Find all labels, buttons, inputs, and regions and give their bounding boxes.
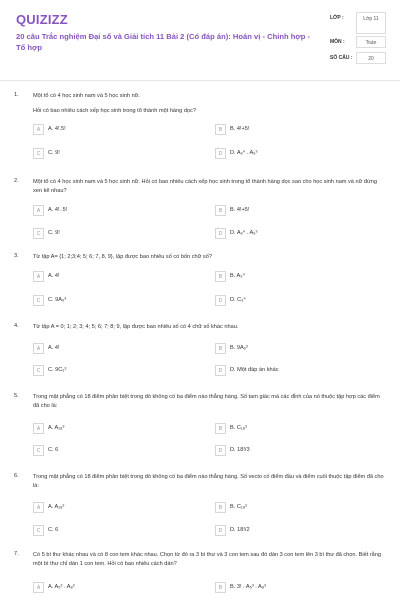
option-c[interactable] <box>33 295 193 306</box>
option-a[interactable] <box>33 205 193 216</box>
option-text: B. C₁₈³ <box>230 425 247 431</box>
question-text <box>33 92 385 115</box>
option-letter: A <box>33 205 44 216</box>
option-c[interactable] <box>33 525 193 536</box>
option-text: B. 4!+5! <box>230 207 250 213</box>
option-b[interactable] <box>215 271 375 282</box>
option-letter: B <box>215 582 226 593</box>
meta-count-value: 20 <box>356 52 386 64</box>
option-b[interactable] <box>215 124 375 135</box>
question-line: Trong mặt phẳng có 18 điểm phân biệt trong đó không có ba điểm nào thẳng hàng. Số vecto có điểm đầu và điểm cuối thuộc tập điểm đã cho là: <box>33 474 384 489</box>
option-text: C. 6 <box>48 527 59 533</box>
option-text: C. 9! <box>48 150 60 156</box>
question-text <box>33 473 385 490</box>
option-d[interactable] <box>215 228 375 239</box>
question-text <box>33 253 385 262</box>
option-text: A. 4!.5! <box>48 126 66 132</box>
question-line: Một tổ có 4 học sinh nam và 5 học sinh nữ. <box>33 93 140 99</box>
question-text <box>33 393 385 410</box>
option-c[interactable] <box>33 148 193 159</box>
option-text: B. C₁₈² <box>230 504 247 510</box>
option-letter: C <box>33 228 44 239</box>
worksheet-meta <box>326 12 388 68</box>
question-number: 5. <box>14 393 19 399</box>
option-letter: A <box>33 582 44 593</box>
option-c[interactable] <box>33 365 193 376</box>
option-text: A. 4! <box>48 345 60 351</box>
option-letter: A <box>33 124 44 135</box>
option-text: B. 3! . A₅³ . A₈³ <box>230 584 266 590</box>
option-text: C. 9! <box>48 230 60 236</box>
question-line: Có 5 bì thư khác nhau và có 8 con tem khác nhau. Chọn từ đó ra 3 bì thư và 3 con tem sau đó dán 3 con tem lên 3 bì thư đã chọn. Biết rằng một bì thư chỉ dán 1 con tem. Hỏi có bao nhiêu cách dán? <box>33 552 382 567</box>
option-text: C. 9C₉³ <box>48 367 67 373</box>
option-a[interactable] <box>33 271 193 282</box>
header-divider <box>0 80 400 81</box>
question-line: Trong mặt phẳng có 18 điểm phân biệt trong đó không có ba điểm nào thẳng hàng. Số tam giác mà các đỉnh của nó thuộc tập hợp các điểm đã cho là: <box>33 394 380 409</box>
option-a[interactable] <box>33 343 193 354</box>
option-b[interactable] <box>215 582 375 593</box>
question-number: 6. <box>14 473 19 479</box>
option-b[interactable] <box>215 423 375 434</box>
option-a[interactable] <box>33 502 193 513</box>
question-number: 3. <box>14 253 19 259</box>
option-d[interactable] <box>215 295 375 306</box>
option-text: C. 9A₉³ <box>48 297 67 303</box>
question-line: Một tổ có 4 học sinh nam và 5 học sinh nữ. Hỏi có bao nhiêu cách xếp học sinh trong tổ thành hàng dọc sao cho học sinh nam và nữ đứng xen kẽ nhau? <box>33 179 377 194</box>
question-number: 2. <box>14 178 19 184</box>
meta-subject-label: MÔN : <box>330 39 345 45</box>
option-letter: D <box>215 525 226 536</box>
option-text: B. A₉⁴ <box>230 273 245 279</box>
meta-class <box>326 12 388 36</box>
option-letter: B <box>215 423 226 434</box>
option-d[interactable] <box>215 445 375 456</box>
option-letter: C <box>33 365 44 376</box>
option-letter: B <box>215 502 226 513</box>
option-letter: D <box>215 365 226 376</box>
question-line: Từ tập A = 0; 1; 2; 3; 4; 5; 6; 7; 8; 9, lập được bao nhiêu số có 4 chữ số khác nhau. <box>33 324 239 330</box>
question-number: 1. <box>14 92 19 98</box>
question-text <box>33 178 385 195</box>
option-text: C. 6 <box>48 447 59 453</box>
option-text: B. 4!+5! <box>230 126 250 132</box>
option-a[interactable] <box>33 582 193 593</box>
question-line: Hỏi có bao nhiêu cách xếp học sinh trong tổ thành một hàng dọc? <box>33 107 196 114</box>
option-text: D. C₉⁴ <box>230 297 246 303</box>
option-letter: A <box>33 423 44 434</box>
option-letter: C <box>33 148 44 159</box>
option-letter: C <box>33 295 44 306</box>
option-text: A. 4! <box>48 273 60 279</box>
option-text: D. Một đáp án khác <box>230 367 279 373</box>
option-text: D. 18!/3 <box>230 447 250 453</box>
meta-subject <box>326 36 388 52</box>
question-line: Từ tập A= {1; 2;3;4; 5; 6; 7, 8, 9}, lập được bao nhiêu số có bốn chữ số? <box>33 254 212 260</box>
meta-subject-value: Toán <box>356 36 386 48</box>
meta-count <box>326 52 388 68</box>
option-letter: C <box>33 525 44 536</box>
worksheet-header <box>0 0 400 78</box>
option-text: D. A₉⁴ . A₉⁵ <box>230 150 258 156</box>
option-b[interactable] <box>215 502 375 513</box>
option-text: A. A₁₈² <box>48 504 65 510</box>
option-letter: D <box>215 148 226 159</box>
option-letter: A <box>33 343 44 354</box>
option-a[interactable] <box>33 124 193 135</box>
option-text: A. A₁₈³ <box>48 425 65 431</box>
meta-class-label: LỚP : <box>330 15 344 21</box>
worksheet-title: 20 câu Trắc nghiệm Đại số và Giải tích 11 Bài 2 (Có đáp án): Hoán vị - Chỉnh hợp - Tổ hợp <box>16 32 311 52</box>
option-d[interactable] <box>215 365 375 376</box>
question-number: 7. <box>14 551 19 557</box>
option-letter: D <box>215 295 226 306</box>
meta-count-label: SỐ CÂU : <box>330 55 353 61</box>
option-d[interactable] <box>215 525 375 536</box>
option-letter: B <box>215 271 226 282</box>
meta-class-value: Lớp 11 <box>356 12 386 34</box>
quizizz-logo: QUIZIZZ <box>16 12 68 27</box>
option-c[interactable] <box>33 445 193 456</box>
option-text: D. A₉⁴ . A₉⁵ <box>230 230 258 236</box>
option-letter: D <box>215 445 226 456</box>
option-text: D. 18!/2 <box>230 527 250 533</box>
question-text <box>33 551 385 568</box>
question-number: 4. <box>14 323 19 329</box>
option-letter: A <box>33 502 44 513</box>
option-text: A. A₅³ . A₈³ <box>48 584 75 590</box>
option-letter: B <box>215 343 226 354</box>
option-b[interactable] <box>215 343 375 354</box>
option-letter: C <box>33 445 44 456</box>
option-letter: D <box>215 228 226 239</box>
option-c[interactable] <box>33 228 193 239</box>
option-letter: B <box>215 124 226 135</box>
option-text: A. 4!. 5! <box>48 207 68 213</box>
option-letter: A <box>33 271 44 282</box>
option-a[interactable] <box>33 423 193 434</box>
option-letter: B <box>215 205 226 216</box>
option-d[interactable] <box>215 148 375 159</box>
question-text <box>33 323 385 332</box>
option-b[interactable] <box>215 205 375 216</box>
option-text: B. 9A₉³ <box>230 345 248 351</box>
